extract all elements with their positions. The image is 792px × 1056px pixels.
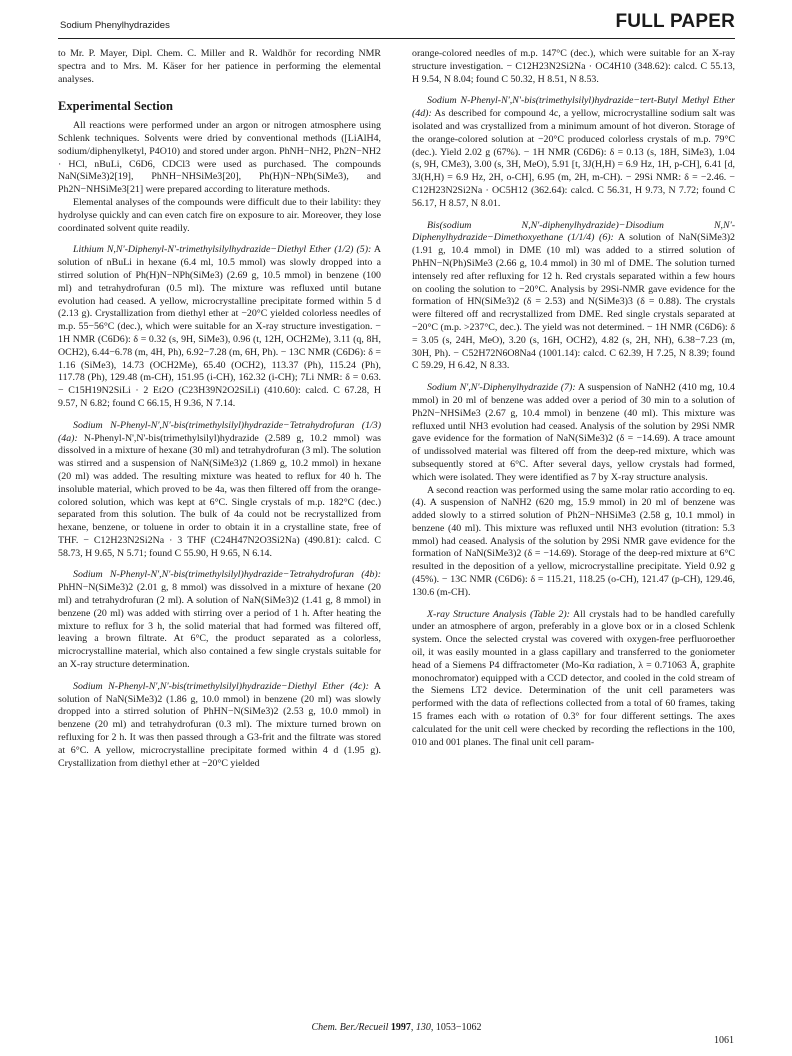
header-rule — [58, 38, 735, 39]
compound-4c-name: Sodium N-Phenyl-N',N'-bis(trimethylsilyl)hydrazide−Diethyl Ether (4c): — [73, 680, 369, 692]
compound-4d-text: As described for compound 4c, a yellow, microcrystalline sodium salt was isolated and was crystallized from a minimum amount of hot diveron. Storage of the orange-colored solution at −20°C produced colorless crystals of m.p. 79°C (dec.). Yield 2.02 g (67%). − 1H NMR (C6D6): δ = 0.13 (s, 18H, SiMe3), 1.04 (s, 9H, CMe3), 3.00 (s, 3H, MeO), 5.91 [t, 3J(H,H) = 6.9 Hz, 1H, p-CH], 6.41 [d, 3J(H,H) = 6.9 Hz, 2H, o-CH], 6.95 (m, 2H, m-CH). − 29Si NMR: δ = −2.46. − C12H23N2Si2Na · OC5H12 (362.64): calcd. C 56.31, H 9.73, N 7.72; found C 56.17, H 8.57, N 8.01. — [412, 108, 735, 209]
general-methods-text: All reactions were performed under an argon or nitrogen atmosphere using Schlenk techniques. Solvents were dried by conventional methods ([LiAlH4, sodium/diphenylketyl, P4O10) and stored under argon. PhNH−NH2, Ph2N−NH2 · HCl, nBuLi, C6D6, CDCl3 were used as purchased. The compounds NaN(SiMe3)2[19], PhNH−NHSiMe3[20], Ph(H)N−NPh(SiMe3), and Ph2N−NHSiMe3[21] were prepared according to literature methods. — [58, 120, 381, 196]
compound-4d-paragraph — [412, 95, 735, 210]
compound-4d-name: Sodium N-Phenyl-N',N'-bis(trimethylsilyl)hydrazide−tert-Butyl Methyl Ether (4d): — [412, 95, 735, 120]
journal-volume: 130 — [415, 1022, 431, 1033]
journal-name: Chem. Ber./Recueil — [311, 1022, 389, 1033]
page-number: 1061 — [714, 1035, 734, 1046]
running-title: Sodium Phenylhydrazides — [60, 20, 170, 31]
compound-7-name: Sodium N',N'-Diphenylhydrazide (7): — [427, 382, 576, 394]
compound-4c-text: A solution of NaN(SiMe3)2 (1.86 g, 10.0 mmol) in benzene (20 ml) was slowly dropped into a stirred solution of PhHN−N(SiMe3)2 (2.53 g, 10.0 mmol) in benzene (20 ml) and tetrahydrofuran (0.3 ml). The mixture turned brown on refluxing for 2 h. It was then passed through a G3-frit and the filtrate was stored at 6°C. A yellow, microcrystalline precipitate formed within 4 d (1.95 g). Crystallization from diethyl ether at −20°C yielded — [58, 680, 381, 769]
compound-4b-name: Sodium N-Phenyl-N',N'-bis(trimethylsilyl)hydrazide−Tetrahydrofuran (4b): — [73, 569, 381, 581]
journal-year: 1997 — [390, 1022, 411, 1033]
compound-7-second-reaction: A second reaction was performed using the same molar ratio according to eq. (4). A suspension of NaNH2 (620 mg, 15.9 mmol) in 20 ml of benzene was added slowly to a stirred solution of Ph2N−NHSiMe3 (2.58 g, 10.1 mmol) in benzene (40 ml). This mixture was refluxed until NH3 evolution (titration: 5.3 mmol) had ceased. Analysis of the solution by 29Si NMR gave evidence for the formation of NaN(SiMe3)2 (δ = −14.69). Storage of the deep-red mixture at 6°C resulted in the deposition of a yellow, microcrystalline precipitate. Yield 0.92 g (45%). − 13C NMR (C6D6): δ = 115.21, 118.25 (o-CH), 121.47 (p-CH), 129.46, 130.6 (m-CH). — [412, 484, 735, 598]
compound-6-text: A solution of NaN(SiMe3)2 (1.91 g, 10.4 mmol) in DME (10 ml) was added to a stirred solution of PhHN−N(Ph)SiMe3 (2.66 g, 10.4 mmol) in 30 ml of DME. The solution turned intensely red after refluxing for 12 h. Red crystals separated within a few hours on cooling the solution to −20°C. Analysis by 29Si-NMR gave evidence for the formation of HN(SiMe3)2 (δ = 2.53) and N(SiMe3)3 (δ = 0.88). The crystals were filtered off and recrystallized from DME. Red single crystals separated at −20°C (m.p. >237°C, dec.). The yield was not determined. − 1H NMR (C6D6): δ = 3.05 (s, 24H, MeO), 3.20 (s, 16H, OCH2), 4.82 (s, 2H, NH), 6.38−7.23 (m, 30H, Ph). − C52H72N6O8Na4 (1001.14): calcd. C 62.39, H 7.25, N 8.39; found C 59.29, H 6.42, N 8.33. — [412, 232, 735, 372]
compound-5-text: A solution of nBuLi in hexane (6.4 ml, 10.5 mmol) was slowly dropped into a stirred solution of Ph(H)N−NPh(SiMe3) (2.69 g, 10.5 mmol) in benzene (100 ml) and tetrahydrofuran (0.5 ml). The mixture was refluxed until butane evolution had ceased. A yellow, microcrystalline precipitate formed within 5 d (2.13 g). Crystallization from diethyl ether at −20°C yielded colorless needles of m.p. 55−56°C (dec.), which were suitable for an X-ray structure investigation. − 1H NMR (C6D6): δ = 0.32 (s, 9H, SiMe3), 0.96 (t, 12H, OCH2Me), 3.11 (q, 8H, OCH2), 6.44−6.78 (m, 4H, Ph), 6.92−7.28 (m, 6H, Ph). − 13C NMR (C6D6): δ = 1.16 (SiMe3), 14.73 (OCH2Me), 65.40 (OCH2), 113.37 (Ph), 115.24 (Ph), 117.78 (Ph), 129.48 (m-CH), 151.95 (i-CH), 162.32 (i-CH); 7Li NMR: δ = 0.63. − C15H19N2SiLi · 2 Et2O (C23H39N2O2SiLi) (410.60): calcd. C 67.28, H 9.57, N 6.82; found C 66.15, H 9.36, N 7.14. — [58, 244, 381, 409]
right-column — [412, 48, 735, 1020]
compound-4b-paragraph — [58, 569, 381, 671]
compound-6-name: Bis(sodium N,N'-diphenylhydrazide)−Disodium N,N'-Diphenylhydrazide−Dimethoxyethane (1/1/4) (6): — [412, 219, 735, 244]
compound-6-paragraph — [412, 220, 735, 374]
compound-4a-text: N-Phenyl-N',N'-bis(trimethylsilyl)hydrazide (2.589 g, 10.2 mmol) was dissolved in a mixture of hexane (30 ml) and tetrahydrofuran (3 ml). The solution was stirred and a suspension of NaN(SiMe3)2 (1.869 g, 10.2 mmol) in hexane (20 ml) was added. The resulting mixture was heated to reflux for 40 h. The insoluble material, which proved to be 4a, was then filtered off from the orange-colored solution, which was kept at 6°C. Single crystals of m.p. 182°C (dec.) separated from this solution. The bulk of 4a could not be recrystallized from hexane, benzene, or toluene in order to obtain it in a crystalline state, free of THF. − C12H23N2Si2Na · 3 THF (C24H47N2O3Si2Na) (490.81): calcd. C 58.73, H 9.65, N 5.71; found C 55.90, H 9.65, N 6.14. — [58, 432, 381, 559]
elemental-analysis-note: Elemental analyses of the compounds were difficult due to their lability: they hydrolyse quickly and can even catch fire on exposure to air. Moreover, they lose coordinated solvent quite readily. — [58, 196, 381, 234]
compound-4a-paragraph — [58, 420, 381, 561]
compound-5-paragraph — [58, 244, 381, 410]
section-tag: FULL PAPER — [615, 11, 735, 32]
compound-4a-name: Sodium N-Phenyl-N',N'-bis(trimethylsilyl)hydrazide−Tetrahydrofuran (1/3) (4a): — [58, 419, 381, 444]
xray-text: All crystals had to be handled carefully under an atmosphere of argon, preferably in a glove box or in a closed Schlenk system. Once the selected crystal was covered with oxygen-free perfluoroether oil, it was easily mounted in a glass capillary and transferred to the goniometer head of a Siemens P4 diffractometer (Mo-Kα radiation, λ = 0.71063 Å, graphite monochromator) equipped with a CCD detector, and cooled in the cold stream of the Siemens LT2 device. Determination of the unit cell parameters was performed with the data of reflections collected from a total of 60 frames, taking 15 frames each with ω rotation of 0.3° for four different settings. The axes calculated for the unit cell were checked by recording the reflections in the 100, 010 and 001 planes. The final unit cell param- — [412, 608, 735, 748]
xray-heading: X-ray Structure Analysis (Table 2): — [427, 608, 570, 620]
compound-4b-text: PhHN−N(SiMe3)2 (2.01 g, 8 mmol) was dissolved in a mixture of hexane (20 ml) and tetrahydrofuran (2 ml). A solution of NaN(SiMe3)2 (1.41 g, 8 mmol) in benzene (20 ml) was added with stirring over a period of 1 h. After heating the mixture to reflux for 3 h, the solid material that had formed was filtered off, leaving a brown filtrate. At 6°C, the product separated as a colorless, microcrystalline material, which also contained a few single crystals suitable for an X-ray structure determination. — [58, 582, 381, 671]
compound-4c-continuation: orange-colored needles of m.p. 147°C (dec.), which were suitable for an X-ray structure investigation. − C12H23N2Si2Na · OC4H10 (348.62): calcd. C 55.13, H 9.54, N 8.04; found C 50.32, H 8.51, N 8.53. — [412, 48, 735, 85]
acknowledgement-text: to Mr. P. Mayer, Dipl. Chem. C. Miller and R. Waldhör for recording NMR spectra and to Mrs. M. Käser for her patience in performing the elemental analyses. — [58, 48, 381, 85]
journal-citation: Chem. Ber./Recueil 1997, 130, 1053−1062 — [311, 1022, 482, 1033]
compound-4c-paragraph — [58, 681, 381, 771]
compound-7-paragraph — [412, 382, 735, 484]
compound-7-text: A suspension of NaNH2 (410 mg, 10.4 mmol) in 20 ml of benzene was added over a period of 30 min to a solution of Ph2N−NHSiMe3 (2.67 g, 10.4 mmol) in benzene (40 ml). This mixture was refluxed until NH3 evolution had ceased. Analysis of the solution by 29Si NMR gave evidence for the formation of NaN(SiMe3)2 (δ = −14.69). A trace amount of undissolved material was filtered off from the deep-red mixture, which was subsequently stored at 6°C. After several days, yellow crystals had formed, which were isolated. They were identified as 7 by X-ray structure analysis. — [412, 382, 735, 483]
journal-pages: 1053−1062 — [435, 1022, 482, 1033]
compound-5-name: Lithium N,N'-Diphenyl-N'-trimethylsilylhydrazide−Diethyl Ether (1/2) (5): — [73, 244, 372, 256]
left-column — [58, 48, 381, 1020]
section-title: Experimental Section — [58, 99, 173, 114]
xray-paragraph — [412, 609, 735, 750]
